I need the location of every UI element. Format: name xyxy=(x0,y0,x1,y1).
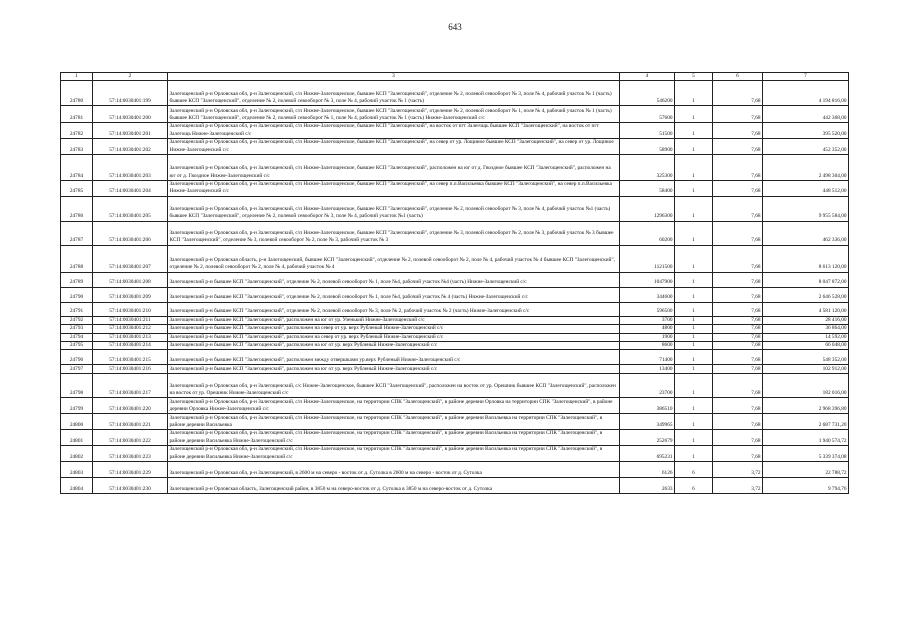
cadastral-number: 57:14:0030401:202 xyxy=(93,139,168,155)
cadastral-number: 57:14:0030401:229 xyxy=(93,462,168,478)
rate-value: 7,68 xyxy=(713,446,763,462)
column-5-value: 1 xyxy=(675,365,713,374)
cadastral-value: 22 788,72 xyxy=(763,462,849,478)
cadastral-value: 14 592,00 xyxy=(763,333,849,341)
table-row xyxy=(61,462,849,478)
column-header: 2 xyxy=(93,73,168,81)
column-5-value: 1 xyxy=(675,350,713,365)
row-number: 24799 xyxy=(61,398,93,414)
cadastral-value: 102 912,00 xyxy=(763,365,849,374)
rate-value: 7,68 xyxy=(713,272,763,287)
cadastral-value: 36 864,00 xyxy=(763,325,849,333)
area-value: 71400 xyxy=(620,350,675,365)
table-row xyxy=(61,414,849,430)
column-5-value: 1 xyxy=(675,302,713,316)
location-description: Залегощенский р-н Орловская обл, р-н Залегощенский, с/п Нижне-Залегощенское, бывшее КСП "Залегощенский", на восток от пгт Залегощь бывшее КСП "Залегощенский", на восток от пгт Залегощь Нижне-Залегощенский с/с xyxy=(168,123,620,139)
column-5-value: 1 xyxy=(675,414,713,430)
cadastral-number: 57:14:0030401:230 xyxy=(93,478,168,494)
cadastral-value: 66 048,00 xyxy=(763,342,849,350)
row-number: 24801 xyxy=(61,430,93,446)
table-row xyxy=(61,287,849,302)
rate-value: 7,68 xyxy=(713,245,763,272)
location-description: Залегощенский р-н Орловская обл, р-н Залегощенский, с/п Нижне-Залегощенское, бывшее КСП "Залегощенский", отделение № 2, полевой севооборот № 3, поле № 4, рабочий участок № 1 (часть) бывшее КСП "Залегощенский", отделение № 2, полевой севооборот № 3, поле № 4, рабочий участок № 1 (часть) xyxy=(168,81,620,106)
rate-value: 7,68 xyxy=(713,350,763,365)
column-5-value: 1 xyxy=(675,342,713,350)
location-description: Залегощенский р-н Орловская обл, р-н Залегощенский, с/п Нижне-Залегощенское, на территории СПК "Залегощенский", в районе деревни Васильевка на территории СПК "Залегощенский", в районе деревни Васильевка Нижне-Залегощенский с/с xyxy=(168,430,620,446)
column-5-value: 1 xyxy=(675,446,713,462)
cadastral-value: 8 047 872,00 xyxy=(763,272,849,287)
column-5-value: 1 xyxy=(675,430,713,446)
cadastral-number: 57:14:0030401:212 xyxy=(93,325,168,333)
cadastral-number: 57:14:0030401:214 xyxy=(93,342,168,350)
area-value: 2633 xyxy=(620,478,675,494)
column-5-value: 1 xyxy=(675,272,713,287)
page-number: 643 xyxy=(448,22,462,32)
area-value: 325300 xyxy=(620,155,675,181)
rate-value: 7,68 xyxy=(713,139,763,155)
cadastral-number: 57:14:0030401:221 xyxy=(93,414,168,430)
row-number: 24790 xyxy=(61,287,93,302)
row-number: 24791 xyxy=(61,302,93,316)
row-number: 24786 xyxy=(61,196,93,221)
location-description: Залегощенский р-н Орловская обл, р-н Залегощенский, с/с Нижне-Залегощенское, бывшее КСП "Залегощенский", расположен на восток от ур. Орешник бывшее КСП "Залегощенский", расположен на восток от ур. Орешник Нижне-Залегощенский с/с xyxy=(168,374,620,398)
column-5-value: 1 xyxy=(675,181,713,197)
cadastral-number: 57:14:0030401:211 xyxy=(93,316,168,324)
area-value: 3700 xyxy=(620,316,675,324)
row-number: 24781 xyxy=(61,106,93,123)
area-value: 57600 xyxy=(620,106,675,123)
cadastral-number: 57:14:0030401:206 xyxy=(93,221,168,245)
area-value: 60200 xyxy=(620,221,675,245)
cadastral-value: 28 416,00 xyxy=(763,316,849,324)
cadastral-value: 8 613 120,00 xyxy=(763,245,849,272)
table-row xyxy=(61,139,849,155)
table-row xyxy=(61,342,849,350)
table-row xyxy=(61,245,849,272)
location-description: Залегощенский р-н Орловская обл, р-н Залегощенский, в 2600 м на северо - восток от д. Сутолка в 2600 м на северо - восток от д. Сутолка xyxy=(168,462,620,478)
rate-value: 7,68 xyxy=(713,365,763,374)
column-5-value: 1 xyxy=(675,155,713,181)
rate-value: 7,68 xyxy=(713,325,763,333)
rate-value: 7,68 xyxy=(713,430,763,446)
column-5-value: 1 xyxy=(675,398,713,414)
location-description: Залегощенский р-н Орловская обл, р-н Залегощенский, с/п Нижне-Залегощенское, на территории СПК "Залегощенский", в районе деревни Орловка на территории СПК "Залегощенский", в районе деревни Орловка Нижне-Залегощенский с/с xyxy=(168,398,620,414)
rate-value: 7,68 xyxy=(713,196,763,221)
area-value: 1121500 xyxy=(620,245,675,272)
cadastral-number: 57:14:0030401:205 xyxy=(93,196,168,221)
table-row xyxy=(61,398,849,414)
column-5-value: 1 xyxy=(675,325,713,333)
cadastral-number: 57:14:0030401:209 xyxy=(93,287,168,302)
column-header: 3 xyxy=(168,73,620,81)
cadastral-number: 57:14:0030401:200 xyxy=(93,106,168,123)
cadastral-value: 9 955 584,00 xyxy=(763,196,849,221)
area-value: 596500 xyxy=(620,302,675,316)
rate-value: 7,68 xyxy=(713,333,763,341)
area-value: 51500 xyxy=(620,123,675,139)
area-value: 23700 xyxy=(620,374,675,398)
location-description: Залегощенский р-н бывшее КСП "Залегощенский", отделение № 2, полевой севооборот № 3, поле № 2, рабочий участок № 2 (часть) Нижне-Залегощенский с/с xyxy=(168,302,620,316)
rate-value: 7,68 xyxy=(713,302,763,316)
table-row xyxy=(61,316,849,324)
location-description: Залегощенский р-н бывшее КСП "Залегощенский", расположен на север от ур. верх Рубленый Нижне-Залегощенский с/с xyxy=(168,333,620,341)
location-description: Залегощенский р-н бывшее КСП "Залегощенский", расположен на север от ур. верх Рубленый Нижне-Залегощенский с/с xyxy=(168,325,620,333)
area-value: 13400 xyxy=(620,365,675,374)
cadastral-value: 182 016,00 xyxy=(763,374,849,398)
row-number: 24785 xyxy=(61,181,93,197)
area-value: 252679 xyxy=(620,430,675,446)
location-description: Залегощенский р-н Орловская обл, р-н Залегощенский, с/п Нижне-Залегощенское, бывшее КСП "Залегощенский", расположен на юг от д. Гвоздное бывшее КСП "Залегощенский", расположен на юг от д. Гвоздное Нижне-Залегощенский с/с xyxy=(168,155,620,181)
table-row xyxy=(61,106,849,123)
cadastral-number: 57:14:0030401:222 xyxy=(93,430,168,446)
location-description: Залегощенский р-н Орловская обл, р-н Залегощенский, с/п Нижне-Залегощенское, на территории СПК "Залегощенский", в районе деревни Васильевка на территории СПК "Залегощенский", в районе деревни Васильевка xyxy=(168,414,620,430)
row-number: 24789 xyxy=(61,272,93,287)
cadastral-value: 4 581 120,00 xyxy=(763,302,849,316)
row-number: 24783 xyxy=(61,139,93,155)
table-row xyxy=(61,181,849,197)
table-row xyxy=(61,350,849,365)
column-5-value: 1 xyxy=(675,81,713,106)
cadastral-value: 448 512,00 xyxy=(763,181,849,197)
row-number: 24787 xyxy=(61,221,93,245)
column-5-value: 1 xyxy=(675,316,713,324)
rate-value: 7,68 xyxy=(713,316,763,324)
cadastral-number: 57:14:0030401:217 xyxy=(93,374,168,398)
table-row xyxy=(61,123,849,139)
location-description: Залегощенский р-н Орловская обл, р-н Залегощенский, с/п Нижне-Залегощенское, на территории СПК "Залегощенский", в районе деревни Васильевка на территории СПК "Залегощенский", в районе деревни Васильевка Нижне-Залегощенский с/с xyxy=(168,446,620,462)
cadastral-number: 57:14:0030401:203 xyxy=(93,155,168,181)
cadastral-number: 57:14:0030401:223 xyxy=(93,446,168,462)
table-body xyxy=(61,81,849,494)
rate-value: 7,68 xyxy=(713,287,763,302)
row-number: 24784 xyxy=(61,155,93,181)
rate-value: 7,68 xyxy=(713,398,763,414)
cadastral-value: 5 339 374,08 xyxy=(763,446,849,462)
table-row xyxy=(61,365,849,374)
cadastral-value: 548 352,00 xyxy=(763,350,849,365)
column-5-value: 1 xyxy=(675,139,713,155)
location-description: Залегощенский р-н Орловская обл, р-н Залегощенский, с/п Нижне-Залегощенское, бывшее КСП "Залегощенский", на север п.п.Васильевка бывшее КСП "Залегощенский", на север п.п.Васильевка Нижне-Залегощенский с/с xyxy=(168,181,620,197)
rate-value: 7,68 xyxy=(713,106,763,123)
area-value: 4800 xyxy=(620,325,675,333)
column-5-value: 1 xyxy=(675,196,713,221)
cadastral-value: 2 968 396,80 xyxy=(763,398,849,414)
table-row xyxy=(61,272,849,287)
area-value: 1900 xyxy=(620,333,675,341)
location-description: Залегощенский р-н бывшее КСП "Залегощенский", расположен на юг от ур. верх Рубленый Нижне-Залегощенский с/с xyxy=(168,365,620,374)
column-header: 5 xyxy=(675,73,713,81)
cadastral-number: 57:14:0030401:210 xyxy=(93,302,168,316)
column-header: 4 xyxy=(620,73,675,81)
area-value: 58900 xyxy=(620,139,675,155)
location-description: Залегощенский р-н бывшее КСП "Залегощенский", отделение № 2, полевой севооборот № 1, поле №4, рабочий участок №4 (часть) Нижне-Залегощенский с/с xyxy=(168,272,620,287)
column-5-value: 1 xyxy=(675,333,713,341)
row-number: 24782 xyxy=(61,123,93,139)
location-description: Залегощенский р-н Орловская область, р-н Залегощенский, бывшее КСП "Залегощенский", отделение № 2, полевой севооборот № 2, поле № 4, рабочий участок № 4 бывшее КСП "Залегощенский", отделение № 2, полевой севооборот № 2, поле № 4, рабочий участок № 4 xyxy=(168,245,620,272)
table-row xyxy=(61,478,849,494)
location-description: Залегощенский р-н Орловская обл, р-н Залегощенский, с/п Нижне-Залегощенское, бывшее КСП "Залегощенский", на север от ур. Лощиное бывшее КСП "Залегощенский", на север от ур. Лощиное Нижне-Залегощенский с/с xyxy=(168,139,620,155)
area-value: 349965 xyxy=(620,414,675,430)
area-value: 1296300 xyxy=(620,196,675,221)
cadastral-number: 57:14:0030401:216 xyxy=(93,365,168,374)
rate-value: 3,72 xyxy=(713,462,763,478)
column-5-value: 1 xyxy=(675,123,713,139)
rate-value: 7,68 xyxy=(713,123,763,139)
area-value: 386510 xyxy=(620,398,675,414)
area-value: 8600 xyxy=(620,342,675,350)
row-number: 24780 xyxy=(61,81,93,106)
location-description: Залегощенский р-н бывшее КСП "Залегощенский", расположен на юг от ур. верх Рубленый Нижне-Залегощенский с/с xyxy=(168,342,620,350)
rate-value: 7,68 xyxy=(713,342,763,350)
cadastral-number: 57:14:0030401:220 xyxy=(93,398,168,414)
rate-value: 7,68 xyxy=(713,374,763,398)
row-number: 24794 xyxy=(61,333,93,341)
column-5-value: 1 xyxy=(675,221,713,245)
column-5-value: 1 xyxy=(675,287,713,302)
cadastral-number: 57:14:0030401:199 xyxy=(93,81,168,106)
rate-value: 7,68 xyxy=(713,155,763,181)
column-5-value: 1 xyxy=(675,245,713,272)
row-number: 24797 xyxy=(61,365,93,374)
area-value: 546200 xyxy=(620,81,675,106)
cadastral-value: 395 520,00 xyxy=(763,123,849,139)
column-5-value: 6 xyxy=(675,462,713,478)
column-header: 6 xyxy=(713,73,763,81)
table-row xyxy=(61,155,849,181)
row-number: 24798 xyxy=(61,374,93,398)
location-description: Залегощенский р-н Орловская обл, р-н Залегощенский, с/п Нижне-Залегощенское, бывшее КСП "Залегощенский", отделение № 2, полевой севооборот № 3, поле № 4, рабочий участок №1 (часть) бывшее КСП "Залегощенский", отделение № 2, полевой севооборот № 3, поле № 4, рабочий участок №1 (часть) xyxy=(168,196,620,221)
table-row xyxy=(61,325,849,333)
cadastral-value: 462 336,00 xyxy=(763,221,849,245)
rate-value: 7,68 xyxy=(713,181,763,197)
table-row xyxy=(61,196,849,221)
row-number: 24804 xyxy=(61,478,93,494)
row-number: 24803 xyxy=(61,462,93,478)
location-description: Залегощенский р-н бывшее КСП "Залегощенский", расположен между отвершками ур.верх Рубленый Нижне-Залегощенский с/с xyxy=(168,350,620,365)
location-description: Залегощенский р-н Орловская область, Залегощенский район, в 3850 м на северо-восток от д. Сутолка в 3850 м на северо-восток от д. Сутолка xyxy=(168,478,620,494)
cadastral-number: 57:14:0030401:208 xyxy=(93,272,168,287)
row-number: 24802 xyxy=(61,446,93,462)
column-5-value: 1 xyxy=(675,374,713,398)
rate-value: 7,68 xyxy=(713,221,763,245)
table-row xyxy=(61,374,849,398)
table-row xyxy=(61,302,849,316)
column-header: 7 xyxy=(763,73,849,81)
table-row xyxy=(61,333,849,341)
row-number: 24788 xyxy=(61,245,93,272)
row-number: 24796 xyxy=(61,350,93,365)
cadastral-number: 57:14:0030401:204 xyxy=(93,181,168,197)
row-number: 24800 xyxy=(61,414,93,430)
cadastral-value: 452 352,00 xyxy=(763,139,849,155)
area-value: 58400 xyxy=(620,181,675,197)
table-row xyxy=(61,221,849,245)
table-row xyxy=(61,430,849,446)
rate-value: 7,68 xyxy=(713,81,763,106)
location-description: Залегощенский р-н Орловская обл, р-н Залегощенский, с/п Нижне-Залегощенское, бывшее КСП "Залегощенский", отделение № 2, полевой севооборот № 1, поле № 4, рабочий участок № 1 (часть) бывшее КСП "Залегощенский", отделение № 2, полевой севооборот № 1, поле № 4, рабочий участок № 1 (часть) Нижне-Залегощенский с/с xyxy=(168,106,620,123)
location-description: Залегощенский р-н бывшее КСП "Залегощенский", расположен на юг от ур. Узенький Нижне-Залегощенский с/с xyxy=(168,316,620,324)
cadastral-value: 9 794,76 xyxy=(763,478,849,494)
location-description: Залегощенский р-н Орловская обл, р-н Залегощенский, с/п Нижне-Залегощенское, бывшее КСП "Залегощенский", отделение № 3, полевой севооборот № 2, поле № 3, рабочий участок № 3 бывшее КСП "Залегощенский", отделение № 3, полевой севооборот № 2, поле № 3, рабочий участок № 3 xyxy=(168,221,620,245)
column-5-value: 1 xyxy=(675,106,713,123)
area-value: 344600 xyxy=(620,287,675,302)
location-description: Залегощенский р-н бывшее КСП "Залегощенский", отделение № 2, полевой севооборот № 1, поле №4, рабочий участок № 4 (часть) Нижне-Залегощенский с/с xyxy=(168,287,620,302)
area-value: 1047900 xyxy=(620,272,675,287)
cadastral-number: 57:14:0030401:215 xyxy=(93,350,168,365)
cadastral-value: 2 646 528,00 xyxy=(763,287,849,302)
row-number: 24792 xyxy=(61,316,93,324)
cadastral-value: 442 368,00 xyxy=(763,106,849,123)
cadastral-value: 2 687 731,20 xyxy=(763,414,849,430)
column-header: 1 xyxy=(61,73,93,81)
table-row xyxy=(61,81,849,106)
rate-value: 7,68 xyxy=(713,414,763,430)
cadastral-value: 1 940 574,72 xyxy=(763,430,849,446)
area-value: 695231 xyxy=(620,446,675,462)
cadastral-value: 4 194 816,00 xyxy=(763,81,849,106)
column-5-value: 6 xyxy=(675,478,713,494)
table-header-row xyxy=(61,73,849,81)
cadastral-number: 57:14:0030401:207 xyxy=(93,245,168,272)
area-value: 6126 xyxy=(620,462,675,478)
rate-value: 3,72 xyxy=(713,478,763,494)
row-number: 24795 xyxy=(61,342,93,350)
cadastral-number: 57:14:0030401:201 xyxy=(93,123,168,139)
land-registry-table xyxy=(60,72,849,494)
cadastral-number: 57:14:0030401:213 xyxy=(93,333,168,341)
cadastral-value: 2 498 304,00 xyxy=(763,155,849,181)
row-number: 24793 xyxy=(61,325,93,333)
table-row xyxy=(61,446,849,462)
